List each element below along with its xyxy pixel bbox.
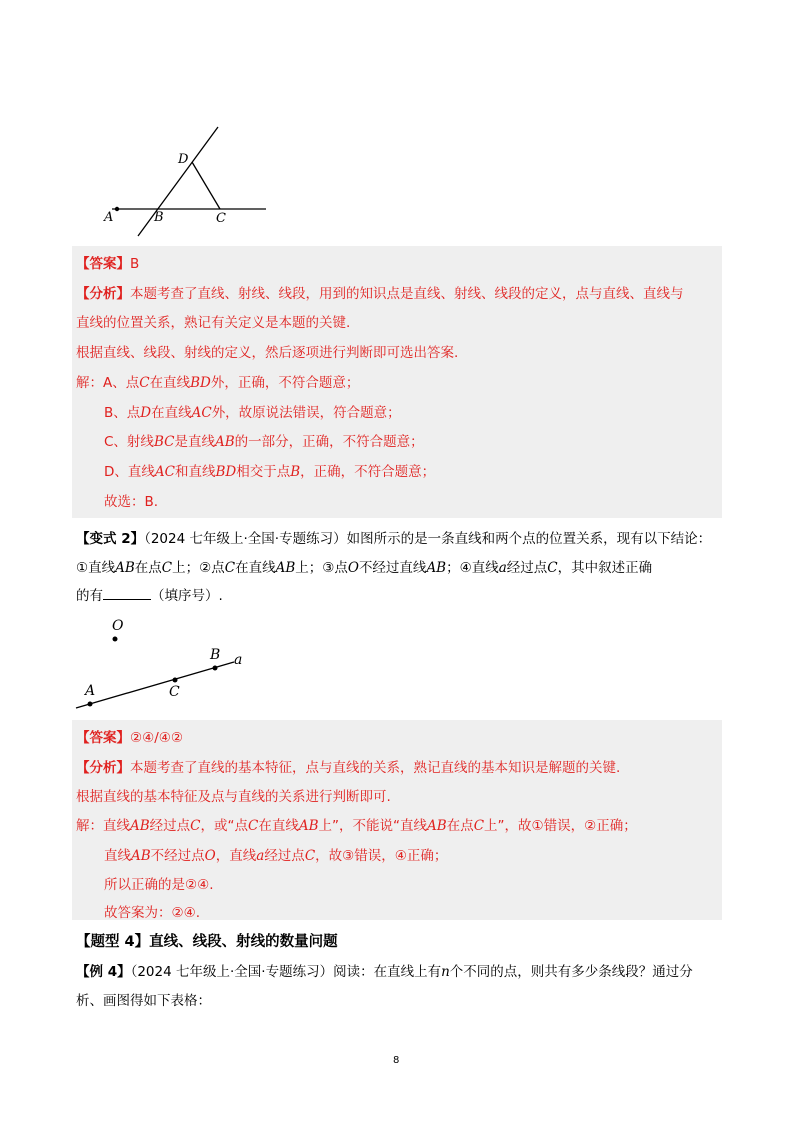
label-a: A <box>104 210 114 225</box>
point-c <box>173 678 178 683</box>
answer-1-line <box>76 254 139 274</box>
answer-blank <box>103 587 151 600</box>
variant-2-line-2: ①直线AB在点C上；②点C在直线AB上；③点O不经过直线AB；④直线a经过点C，其中叙述正确 <box>76 560 653 576</box>
label-a: A <box>85 683 96 699</box>
geometry-figure-1 <box>96 120 276 238</box>
point-o <box>113 637 118 642</box>
solution-1-a: 解：A、点C在直线BD外，正确，不符合题意； <box>76 375 360 391</box>
page-number: 8 <box>393 1055 400 1066</box>
segment-dc <box>192 162 220 209</box>
label-c: C <box>169 684 180 700</box>
answer-value: B <box>130 256 140 272</box>
label-b: B <box>154 210 164 225</box>
answer-tag: 【答案】 <box>76 730 130 746</box>
analysis-tag: 【分析】 <box>76 286 130 302</box>
answer-2-line <box>76 728 183 748</box>
answer-tag: 【答案】 <box>76 256 130 272</box>
variant-tag: 【变式 2】 <box>76 531 145 547</box>
variant-2-line-1: 【变式 2】（2024 七年级上·全国·专题练习）如图所示的是一条直线和两个点的位置关系，现有以下结论： <box>76 531 712 547</box>
solution-1-d: D、直线AC和直线BD相交于点B，正确，不符合题意； <box>104 464 436 480</box>
label-line-a: a <box>234 652 243 668</box>
example-4-line-2: 析、画图得如下表格： <box>76 993 211 1009</box>
analysis-1-line-1 <box>76 284 684 304</box>
variant-2-line-3: 的有 （填序号）. <box>76 588 223 604</box>
analysis-1-line-2: 直线的位置关系，熟记有关定义是本题的关键. <box>76 315 351 331</box>
answer-value: ②④/④② <box>130 730 183 746</box>
analysis-text: 本题考查了直线、射线、线段，用到的知识点是直线、射线、线段的定义，点与直线、直线与 <box>130 286 684 302</box>
analysis-2-line-2: 根据直线的基本特征及点与直线的关系进行判断即可. <box>76 789 391 805</box>
line-bd <box>138 127 218 236</box>
point-b <box>213 666 218 671</box>
label-o: O <box>112 618 124 634</box>
line-a <box>76 662 234 708</box>
geometry-figure-2 <box>72 612 272 712</box>
analysis-1-line-3: 根据直线、线段、射线的定义，然后逐项进行判断即可选出答案. <box>76 345 459 361</box>
point-a <box>88 702 93 707</box>
analysis-2-line-1: 【分析】本题考查了直线的基本特征，点与直线的关系，熟记直线的基本知识是解题的关键. <box>76 760 621 776</box>
solution-2-line-2: 直线AB不经过点O，直线a经过点C，故③错误，④正确； <box>104 848 448 864</box>
label-c: C <box>216 211 226 226</box>
label-d: D <box>178 152 189 167</box>
solution-2-line-1: 解：直线AB经过点C，或“点C在直线AB上”，不能说“直线AB在点C上”，故①错误，②正确； <box>76 818 637 834</box>
solution-2-line-4: 故答案为：②④. <box>104 905 200 921</box>
section-heading-type-4: 【题型 4】直线、线段、射线的数量问题 <box>76 934 338 950</box>
example-tag: 【例 4】 <box>76 964 131 980</box>
example-4-line-1: 【例 4】（2024 七年级上·全国·专题练习）阅读：在直线上有n个不同的点，则共有多少条线段？通过分 <box>76 964 693 980</box>
analysis-tag: 【分析】 <box>76 760 130 776</box>
solution-1-c: C、射线BC是直线AB的一部分，正确，不符合题意； <box>104 434 424 450</box>
solution-1-b: B、点D在直线AC外，故原说法错误，符合题意； <box>104 405 401 421</box>
point-a <box>115 207 119 211</box>
solution-1-choose: 故选：B. <box>104 494 159 510</box>
label-b: B <box>210 647 221 663</box>
solution-2-line-3: 所以正确的是②④. <box>104 877 214 893</box>
